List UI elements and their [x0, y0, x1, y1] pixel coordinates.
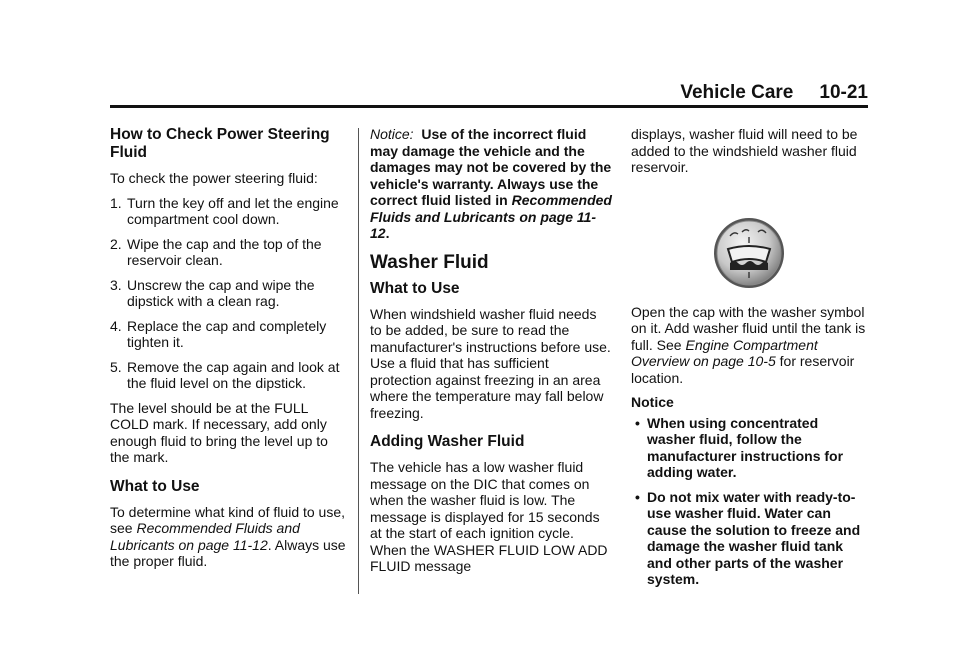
open-cap-pre: Open the cap with the washer symbol on it. Add washer fluid until the tank is full. See: [631, 303, 866, 353]
what-to-use-heading: What to Use: [110, 477, 200, 495]
section-title: Vehicle Care: [680, 82, 794, 103]
intro-text: To check the power steering fluid:: [110, 170, 318, 186]
bullet-text: Do not mix water with ready-to-use washer fluid. Water can cause the solution to freeze and damage the washer fluid tank and other parts of the washer system.: [647, 488, 861, 587]
notice-label: Notice:: [370, 126, 414, 142]
bullet-text: When using concentrated washer fluid, follow the manufacturer instructions for adding water.: [647, 414, 844, 480]
step-item: [110, 195, 346, 228]
step-number: 3.: [110, 276, 122, 293]
what-to-use-heading: What to Use: [370, 279, 460, 297]
recommended-fluids-link[interactable]: Recommended Fluids and Lubricants on page 11-12: [110, 520, 300, 553]
open-cap-text: [631, 304, 867, 387]
washer-fluid-heading: Washer Fluid: [370, 251, 489, 273]
washer-what-to-use-text: When windshield washer fluid needs to be added, be sure to read the manufacturer's instructions before use. Use a fluid that has sufficient protection against freezing in an area where the temperature may fall below freezing.: [370, 305, 611, 421]
step-item: [110, 277, 346, 310]
step-item: [110, 359, 346, 392]
power-steering-heading: How to Check Power Steering Fluid: [110, 126, 330, 161]
step-item: [110, 318, 346, 351]
page-header: [680, 82, 868, 104]
column-3: [631, 126, 867, 596]
step-text: Unscrew the cap and wipe the dipstick with a clean rag.: [127, 276, 315, 309]
step-item: [110, 236, 346, 269]
notice-paragraph: [370, 126, 612, 242]
step-text: Remove the cap again and look at the fluid level on the dipstick.: [127, 358, 340, 391]
bullet-icon: •: [635, 488, 640, 505]
step-text: Turn the key off and let the engine compartment cool down.: [127, 194, 339, 227]
column-1: [110, 126, 346, 578]
page-number: 10-21: [819, 82, 868, 103]
notice-label: Notice: [631, 394, 674, 410]
step-text: Wipe the cap and the top of the reservoir clean.: [127, 235, 322, 268]
notice-bullet: [635, 489, 867, 588]
notice-end: .: [385, 225, 390, 241]
washer-fluid-symbol-icon: [712, 216, 786, 290]
step-number: 1.: [110, 194, 122, 211]
header-rule: [110, 105, 868, 108]
column-divider: [358, 128, 359, 594]
step-text: Replace the cap and completely tighten it.: [127, 317, 327, 350]
continued-text: displays, washer fluid will need to be added to the windshield washer fluid reservoir.: [631, 126, 858, 175]
notice-reference-link[interactable]: Recommended Fluids and Lubricants on page 11-12: [370, 192, 612, 241]
open-cap-post: for reservoir location.: [631, 353, 855, 386]
step-number: 5.: [110, 358, 122, 375]
bullet-icon: •: [635, 414, 640, 431]
what-to-use-text: [110, 504, 346, 570]
notice-text: Use of the incorrect fluid may damage the vehicle and the damages may not be covered by the vehicle's warranty. Always use the correct fluid listed in: [370, 126, 612, 208]
what-to-use-pre: To determine what kind of fluid to use, see: [110, 503, 346, 536]
notice-bullet: [635, 415, 867, 481]
adding-washer-fluid-heading: Adding Washer Fluid: [370, 433, 525, 450]
step-number: 4.: [110, 317, 122, 334]
what-to-use-post: . Always use the proper fluid.: [110, 536, 346, 569]
engine-compartment-link[interactable]: Engine Compartment Overview on page 10-5: [631, 336, 818, 369]
column-2: [370, 126, 612, 583]
step-number: 2.: [110, 235, 122, 252]
level-text: The level should be at the FULL COLD mark. If necessary, add only enough fluid to bring the level up to the mark.: [110, 399, 328, 465]
adding-washer-fluid-text: The vehicle has a low washer fluid message on the DIC that comes on when the washer fluid is low. The message is displayed for 15 seconds at the start of each ignition cycle. When the WASHER FLUID LOW ADD FLUID message: [370, 459, 608, 574]
